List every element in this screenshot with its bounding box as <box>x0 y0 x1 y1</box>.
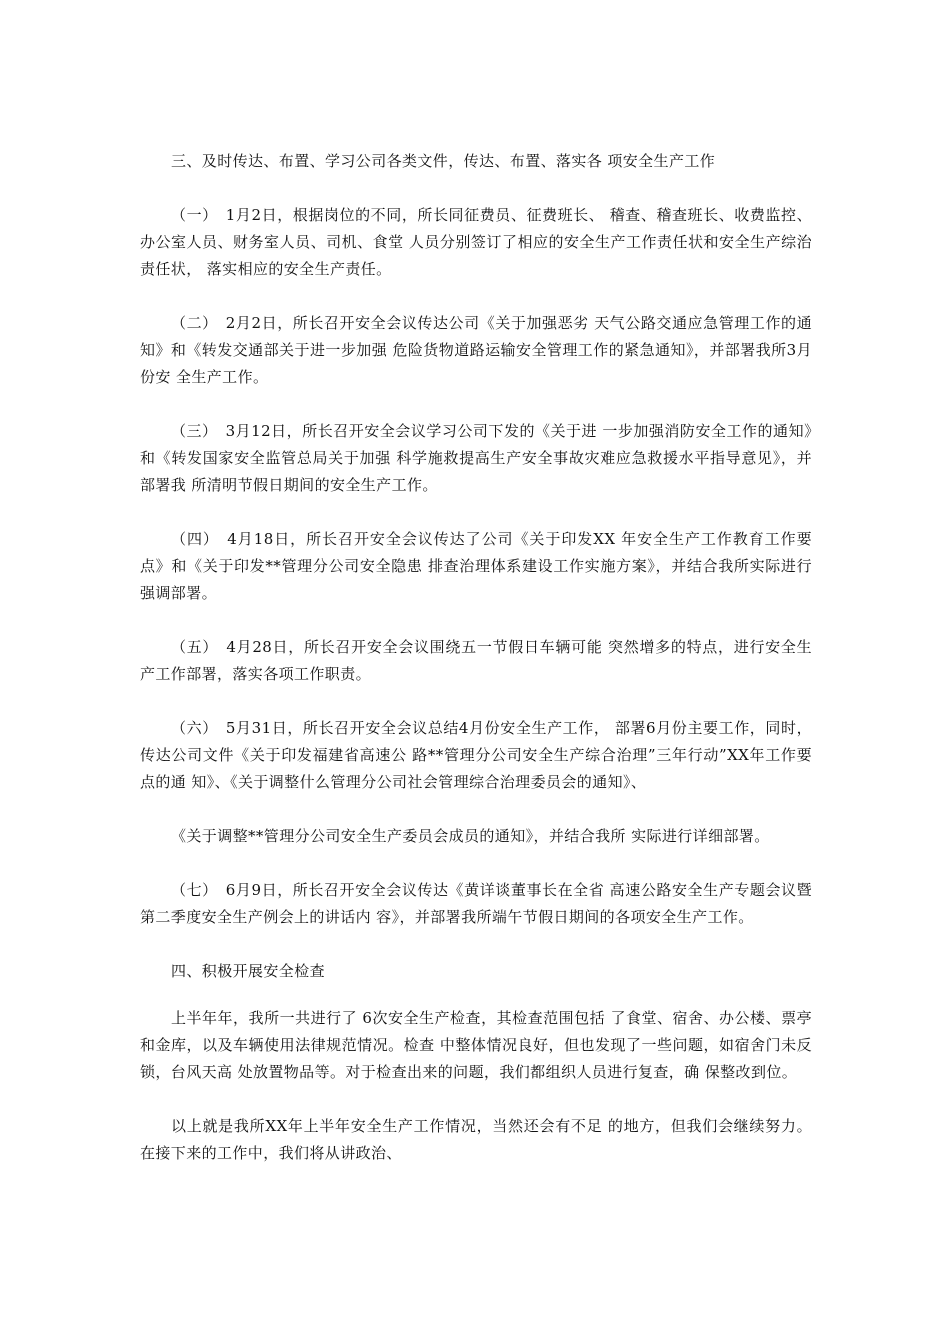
section-heading-4: 四、积极开展安全检查 <box>171 962 326 980</box>
paragraph-item-3: （三） 3月12日，所长召开安全会议学习公司下发的《关于进 一步加强消防安全工作的通知》和《转发国家安全监管总局关于加强 科学施救提高生产安全事故灾难应急救援水平指导意见》，并部署我 所清明节假日期间的安全生产工作。 <box>140 422 812 494</box>
paragraph-item-7: （七） 6月9日，所长召开安全会议传达《黄详谈董事长在全省 高速公路安全生产专题会议暨第二季度安全生产例会上的讲话内 容》，并部署我所端午节假日期间的各项安全生产工作。 <box>140 881 812 926</box>
paragraph-item-5: （五） 4月28日，所长召开安全会议围绕五一节假日车辆可能 突然增多的特点，进行安全生产工作部署，落实各项工作职责。 <box>140 638 812 683</box>
section-heading-3: 三、及时传达、布置、学习公司各类文件，传达、布置、落实各 项安全生产工作 <box>171 152 716 170</box>
paragraph-item-1: （一） 1月2日，根据岗位的不同，所长同征费员、征费班长、 稽查、稽查班长、收费监控、办公室人员、财务室人员、司机、食堂 人员分别签订了相应的安全生产工作责任状和安全生产综治责任状， 落实相应的安全生产责任。 <box>140 206 812 278</box>
paragraph-item-6-continued: 《关于调整**管理分公司安全生产委员会成员的通知》，并结合我所 实际进行详细部署。 <box>171 827 770 845</box>
paragraph-summary: 以上就是我所XX年上半年安全生产工作情况，当然还会有不足 的地方，但我们会继续努力。在接下来的工作中，我们将从讲政治、 <box>140 1117 812 1162</box>
document-body <box>140 148 812 1194</box>
paragraph-item-4: （四） 4月18日，所长召开安全会议传达了公司《关于印发XX 年安全生产工作教育工作要点》和《关于印发**管理分公司安全隐患 排查治理体系建设工作实施方案》，并结合我所实际进行强调部署。 <box>140 530 812 602</box>
paragraph-item-2: （二） 2月2日，所长召开安全会议传达公司《关于加强恶劣 天气公路交通应急管理工作的通知》和《转发交通部关于进一步加强 危险货物道路运输安全管理工作的紧急通知》，并部署我所3月份安 全生产工作。 <box>140 314 812 386</box>
paragraph-inspection: 上半年年，我所一共进行了 6次安全生产检查，其检查范围包括 了食堂、宿舍、办公楼、票亭和金库，以及车辆使用法律规范情况。检查 中整体情况良好，但也发现了一些问题，如宿舍门未反锁，台风天高 处放置物品等。对于检查出来的问题，我们都组织人员进行复查，确 保整改到位。 <box>140 1009 812 1081</box>
paragraph-item-6: （六） 5月31日，所长召开安全会议总结4月份安全生产工作， 部署6月份主要工作，同时，传达公司文件《关于印发福建省高速公 路**管理分公司安全生产综合治理”三年行动”XX年工作要点的通 知》、《关于调整什么管理分公司社会管理综合治理委员会的通知》、 <box>140 719 812 791</box>
